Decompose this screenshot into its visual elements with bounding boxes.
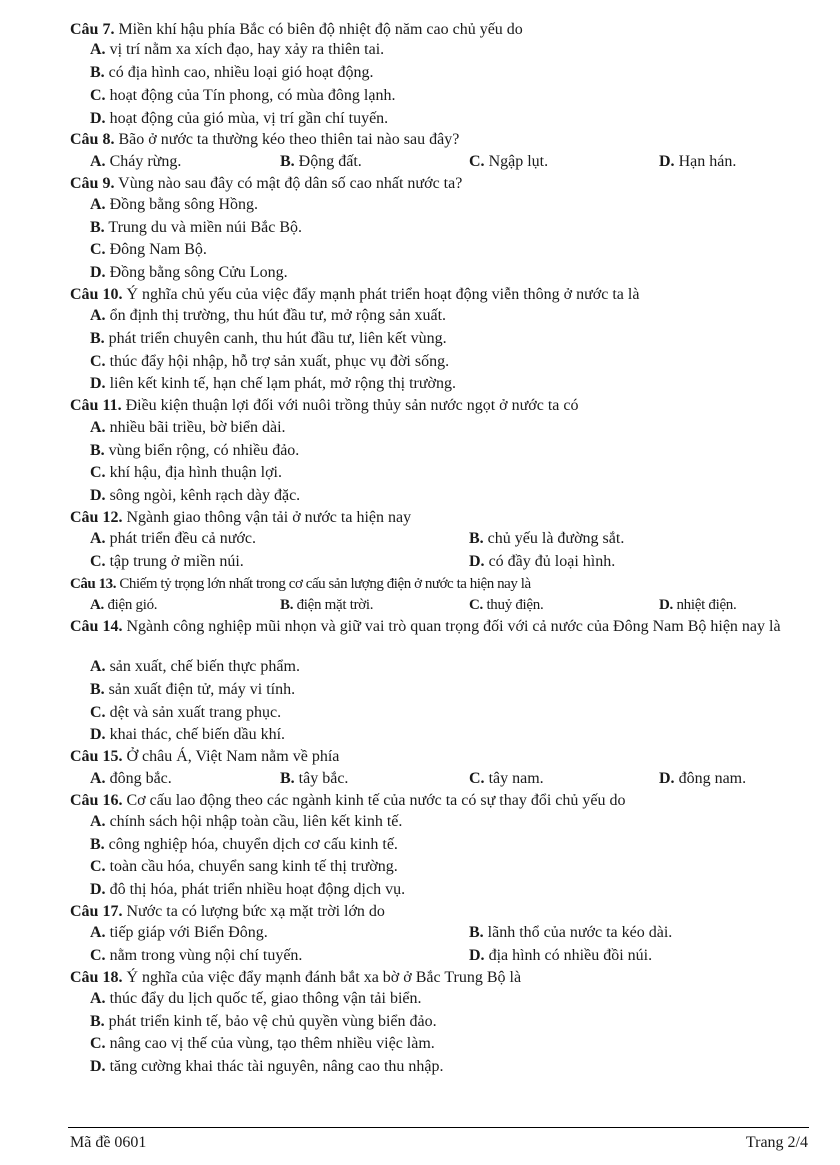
option-18c — [90, 1034, 435, 1054]
option-letter: C. — [90, 1035, 106, 1052]
question-stem: Nước ta có lượng bức xạ mặt trời lớn do — [126, 903, 385, 920]
option-13a — [90, 595, 157, 615]
option-text: công nghiệp hóa, chuyển dịch cơ cấu kinh tế. — [108, 836, 398, 853]
option-letter: A. — [90, 658, 106, 675]
option-letter: A. — [90, 41, 106, 58]
option-letter: D. — [90, 375, 106, 392]
option-text: sông ngòi, kênh rạch dày đặc. — [109, 487, 301, 504]
option-text: chính sách hội nhập toàn cầu, liên kết kinh tế. — [109, 813, 403, 830]
option-10d — [90, 374, 456, 394]
option-9b — [90, 218, 302, 238]
question-8 — [70, 130, 459, 150]
option-text: dệt và sản xuất trang phục. — [109, 704, 282, 721]
option-letter: A. — [90, 770, 106, 787]
option-17a — [90, 923, 268, 943]
question-number: Câu 11. — [70, 397, 122, 414]
option-13b — [280, 595, 373, 615]
option-letter: C. — [90, 353, 106, 370]
option-8b — [280, 152, 362, 172]
question-12 — [70, 508, 411, 528]
option-letter: D. — [469, 553, 485, 570]
option-letter: B. — [469, 924, 484, 941]
option-18d — [90, 1057, 443, 1077]
question-number: Câu 18. — [70, 969, 123, 986]
option-text: điện mặt trời. — [296, 597, 374, 613]
option-text: lãnh thổ của nước ta kéo dài. — [487, 924, 673, 941]
option-letter: C. — [90, 464, 106, 481]
option-letter: D. — [90, 726, 106, 743]
option-text: có địa hình cao, nhiều loại gió hoạt động. — [108, 64, 374, 81]
option-8d — [659, 152, 736, 172]
question-stem: Bão ở nước ta thường kéo theo thiên tai nào sau đây? — [118, 131, 460, 148]
option-text: nhiều bãi triều, bờ biển dài. — [109, 419, 286, 436]
question-stem: Ngành giao thông vận tải ở nước ta hiện nay — [126, 509, 412, 526]
option-letter: A. — [90, 153, 106, 170]
option-text: đông bắc. — [109, 770, 172, 787]
question-number: Câu 13. — [70, 576, 117, 592]
option-letter: C. — [90, 858, 106, 875]
option-14a — [90, 657, 300, 677]
question-number: Câu 16. — [70, 792, 123, 809]
option-letter: B. — [90, 836, 105, 853]
question-stem: Miền khí hậu phía Bắc có biên độ nhiệt độ năm cao chủ yếu do — [118, 21, 523, 38]
option-letter: A. — [90, 419, 106, 436]
option-letter: D. — [90, 264, 106, 281]
option-letter: D. — [90, 881, 106, 898]
option-16c — [90, 857, 398, 877]
option-11c — [90, 463, 282, 483]
option-text: sản xuất điện tử, máy vi tính. — [108, 681, 296, 698]
option-letter: A. — [90, 924, 106, 941]
option-text: đô thị hóa, phát triển nhiều hoạt động dịch vụ. — [109, 881, 406, 898]
option-letter: D. — [90, 1058, 106, 1075]
option-letter: A. — [90, 196, 106, 213]
question-stem: Cơ cấu lao động theo các ngành kinh tế của nước ta có sự thay đổi chủ yếu do — [126, 792, 626, 809]
question-number: Câu 10. — [70, 286, 123, 303]
option-text: nâng cao vị thế của vùng, tạo thêm nhiều việc làm. — [109, 1035, 435, 1052]
question-number: Câu 14. — [70, 618, 123, 635]
question-13 — [70, 574, 531, 594]
option-7d — [90, 109, 388, 129]
option-letter: A. — [90, 813, 106, 830]
option-letter: D. — [659, 153, 675, 170]
option-letter: C. — [469, 597, 483, 613]
question-stem: Ý nghĩa của việc đẩy mạnh đánh bắt xa bờ ở Bắc Trung Bộ là — [126, 969, 522, 986]
footer-divider — [68, 1127, 809, 1128]
option-9d — [90, 263, 288, 283]
option-letter: C. — [90, 704, 106, 721]
option-text: liên kết kinh tế, hạn chế lạm phát, mở rộng thị trường. — [109, 375, 456, 392]
option-11b — [90, 441, 299, 461]
option-10a — [90, 306, 446, 326]
option-text: phát triển kinh tế, bảo vệ chủ quyền vùng biển đảo. — [108, 1013, 437, 1030]
option-text: Hạn hán. — [678, 153, 737, 170]
option-text: vị trí nằm xa xích đạo, hay xảy ra thiên tai. — [109, 41, 385, 58]
option-letter: C. — [90, 947, 106, 964]
question-17 — [70, 902, 385, 922]
option-text: thúc đẩy hội nhập, hỗ trợ sản xuất, phục vụ đời sống. — [109, 353, 450, 370]
option-17b — [469, 923, 672, 943]
option-letter: B. — [90, 442, 105, 459]
option-letter: B. — [90, 219, 105, 236]
question-number: Câu 9. — [70, 175, 115, 192]
option-letter: C. — [469, 153, 485, 170]
question-stem: Chiếm tỷ trọng lớn nhất trong cơ cấu sản lượng điện ở nước ta hiện nay là — [119, 576, 531, 592]
option-9a — [90, 195, 258, 215]
question-7 — [70, 20, 523, 40]
option-letter: D. — [90, 487, 106, 504]
option-letter: B. — [280, 153, 295, 170]
option-12c — [90, 552, 244, 572]
option-letter: A. — [90, 597, 104, 613]
option-letter: B. — [90, 681, 105, 698]
option-15d — [659, 769, 746, 789]
option-text: nhiệt điện. — [676, 597, 737, 613]
option-text: tây nam. — [488, 770, 544, 787]
option-16d — [90, 880, 405, 900]
page-number: Trang 2/4 — [745, 1134, 808, 1151]
option-11a — [90, 418, 286, 438]
option-text: sản xuất, chế biến thực phẩm. — [109, 658, 300, 675]
option-8a — [90, 152, 181, 172]
option-15b — [280, 769, 348, 789]
option-letter: B. — [280, 770, 295, 787]
option-letter: A. — [90, 307, 106, 324]
option-letter: D. — [659, 770, 675, 787]
option-text: Ngập lụt. — [488, 153, 549, 170]
option-text: Trung du và miền núi Bắc Bộ. — [108, 219, 303, 236]
option-text: điện gió. — [107, 597, 158, 613]
option-letter: A. — [90, 530, 106, 547]
option-text: tăng cường khai thác tài nguyên, nâng cao thu nhập. — [109, 1058, 444, 1075]
question-18 — [70, 968, 521, 988]
option-text: Động đất. — [298, 153, 362, 170]
option-text: hoạt động của Tín phong, có mùa đông lạnh. — [109, 87, 396, 104]
option-text: nằm trong vùng nội chí tuyến. — [109, 947, 303, 964]
question-stem: Ngành công nghiệp mũi nhọn và giữ vai trò quan trọng đối với cả nước của Đông Nam Bộ hiện nay là — [126, 618, 781, 635]
option-letter: B. — [90, 64, 105, 81]
option-13d — [659, 595, 736, 615]
option-text: có đầy đủ loại hình. — [488, 553, 616, 570]
option-15a — [90, 769, 172, 789]
question-9 — [70, 174, 462, 194]
question-14 — [70, 617, 810, 637]
option-letter: C. — [90, 553, 106, 570]
option-14b — [90, 680, 295, 700]
option-12a — [90, 529, 256, 549]
option-text: Đồng bằng sông Hồng. — [109, 196, 258, 213]
option-18b — [90, 1012, 437, 1032]
option-text: ổn định thị trường, thu hút đầu tư, mở rộng sản xuất. — [109, 307, 447, 324]
option-text: chủ yếu là đường sắt. — [487, 530, 625, 547]
option-letter: C. — [90, 87, 106, 104]
option-letter: D. — [659, 597, 673, 613]
option-letter: C. — [469, 770, 485, 787]
option-text: tây bắc. — [298, 770, 349, 787]
option-18a — [90, 989, 421, 1009]
option-14c — [90, 703, 281, 723]
option-text: tập trung ở miền núi. — [109, 553, 244, 570]
option-text: Đồng bằng sông Cửu Long. — [109, 264, 288, 281]
option-16b — [90, 835, 398, 855]
option-letter: D. — [90, 110, 106, 127]
option-letter: A. — [90, 990, 106, 1007]
option-text: đông nam. — [678, 770, 747, 787]
option-12d — [469, 552, 615, 572]
question-stem: Vùng nào sau đây có mật độ dân số cao nhất nước ta? — [118, 175, 463, 192]
option-letter: C. — [90, 241, 106, 258]
option-text: hoạt động của gió mùa, vị trí gần chí tuyến. — [109, 110, 389, 127]
option-text: khai thác, chế biến dầu khí. — [109, 726, 286, 743]
option-text: Cháy rừng. — [109, 153, 182, 170]
option-text: thúc đẩy du lịch quốc tế, giao thông vận tải biển. — [109, 990, 422, 1007]
question-number: Câu 17. — [70, 903, 123, 920]
option-15c — [469, 769, 544, 789]
question-10 — [70, 285, 639, 305]
option-16a — [90, 812, 402, 832]
option-text: vùng biển rộng, có nhiều đảo. — [108, 442, 300, 459]
question-stem: Ý nghĩa chủ yếu của việc đẩy mạnh phát triển hoạt động viễn thông ở nước ta là — [126, 286, 640, 303]
question-15 — [70, 747, 339, 767]
option-17d — [469, 946, 652, 966]
option-8c — [469, 152, 548, 172]
question-11 — [70, 396, 579, 416]
option-7c — [90, 86, 395, 106]
option-7a — [90, 40, 384, 60]
question-number: Câu 7. — [70, 21, 115, 38]
option-13c — [469, 595, 543, 615]
exam-code: Mã đề 0601 — [70, 1134, 147, 1151]
option-text: Đông Nam Bộ. — [109, 241, 207, 258]
question-stem: Điều kiện thuận lợi đối với nuôi trồng thủy sản nước ngọt ở nước ta có — [125, 397, 579, 414]
option-letter: B. — [469, 530, 484, 547]
option-11d — [90, 486, 300, 506]
question-stem: Ở châu Á, Việt Nam nằm về phía — [126, 748, 340, 765]
option-text: tiếp giáp với Biển Đông. — [109, 924, 268, 941]
option-text: địa hình có nhiều đồi núi. — [488, 947, 653, 964]
option-text: khí hậu, địa hình thuận lợi. — [109, 464, 282, 481]
option-14d — [90, 725, 285, 745]
option-12b — [469, 529, 624, 549]
option-10c — [90, 352, 449, 372]
option-text: phát triển đều cả nước. — [109, 530, 256, 547]
question-number: Câu 12. — [70, 509, 123, 526]
option-letter: B. — [90, 330, 105, 347]
question-number: Câu 15. — [70, 748, 123, 765]
option-letter: B. — [280, 597, 294, 613]
option-10b — [90, 329, 447, 349]
option-letter: D. — [469, 947, 485, 964]
option-7b — [90, 63, 374, 83]
question-number: Câu 8. — [70, 131, 115, 148]
option-9c — [90, 240, 207, 260]
option-text: toàn cầu hóa, chuyển sang kinh tế thị trường. — [109, 858, 398, 875]
option-letter: B. — [90, 1013, 105, 1030]
option-17c — [90, 946, 302, 966]
option-text: thuỷ điện. — [486, 597, 544, 613]
question-16 — [70, 791, 625, 811]
option-text: phát triển chuyên canh, thu hút đầu tư, liên kết vùng. — [108, 330, 447, 347]
